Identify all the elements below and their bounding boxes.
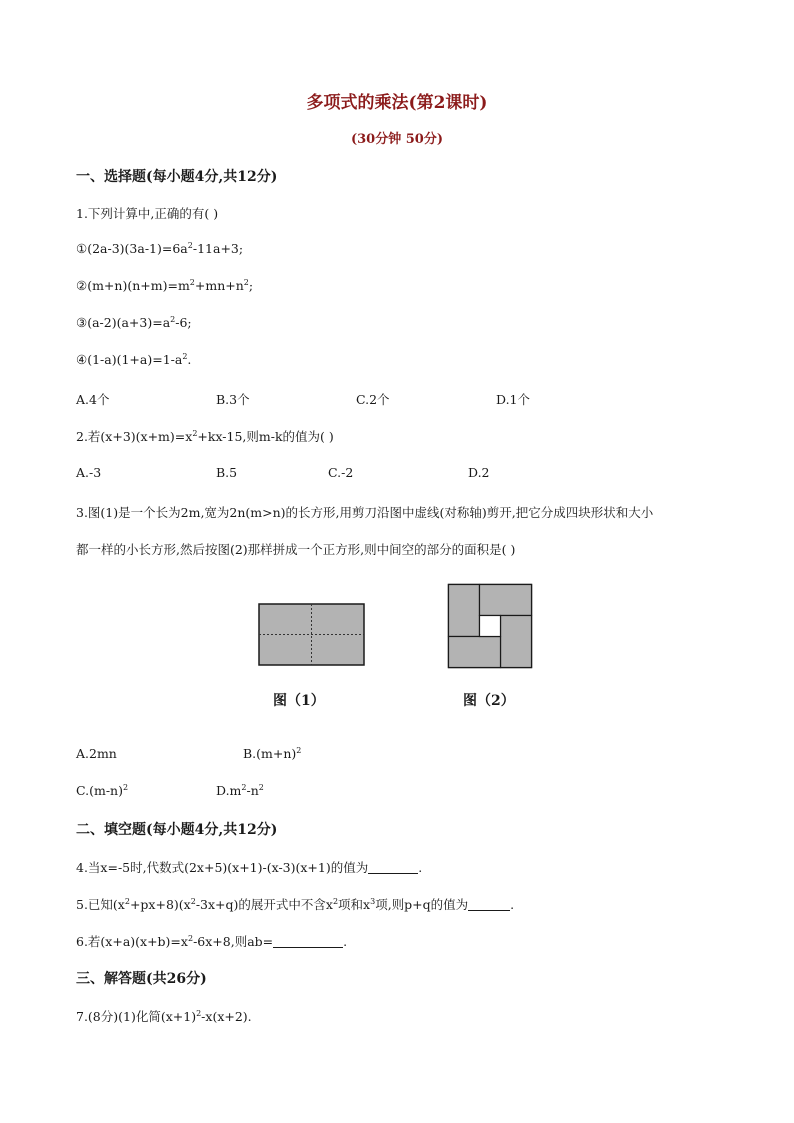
q4-stem: 4.当x=-5时,代数式(2x+5)(x+1)-(x-3)(x+1)的值为 . bbox=[76, 860, 423, 875]
q2-stem: 2.若$(x+3)(x+m)=x^2+kx-15$,则m-k的值为( ) bbox=[76, 429, 334, 444]
q3-stem-line-2: 都一样的小长方形,然后按图(2)那样拼成一个正方形,则中间空的部分的面积是( ) bbox=[76, 542, 516, 557]
q3-stem-line-1: 3.图(1)是一个长为2m,宽为2n(m>n)的长方形,用剪刀沿图中虚线(对称轴)剪开,把它分成四块形状和大小 bbox=[76, 505, 654, 520]
section-1-header: 一、选择题(每小题4分,共12分) bbox=[76, 169, 278, 185]
q2-option-a: A.-3 bbox=[76, 465, 102, 480]
q1-option-b: B.3个 bbox=[216, 392, 250, 407]
q1-item-1: $①(2a-3)(3a-1)=6a^2-11a+3$; bbox=[76, 241, 244, 256]
q1-stem: 1.下列计算中,正确的有( ) bbox=[76, 206, 219, 221]
q1-item-2: $②(m+n)(n+m)=m^2+mn+n^2$; bbox=[76, 278, 254, 293]
q1-item-3: $③(a-2)(a+3)=a^2-6$; bbox=[76, 315, 192, 330]
q2-option-b: B.5 bbox=[216, 465, 238, 480]
q2-option-d: D.2 bbox=[468, 465, 490, 480]
q3-option-b: $B.(m+n)^2$ bbox=[243, 746, 302, 761]
q6-stem: 6.若$(x+a)(x+b)=x^2-6x+8$,则ab= . bbox=[76, 934, 348, 949]
q1-item-4: $④(1-a)(1+a)=1-a^2$. bbox=[76, 352, 192, 367]
figure-1-label: 图（1） bbox=[273, 693, 325, 709]
q5-stem: 5.已知$(x^2+px+8)(x^2-3x+q)$的展开式中不含$x^2$项和$x^3$项,则p+q的值为 . bbox=[76, 897, 515, 912]
q3-option-d: $D.m^2-n^2$ bbox=[216, 783, 264, 798]
section-3-header: 三、解答题(共26分) bbox=[76, 971, 207, 987]
q1-option-d: D.1个 bbox=[496, 392, 531, 407]
q1-option-c: C.2个 bbox=[356, 392, 390, 407]
figure-2-label: 图（2） bbox=[463, 693, 515, 709]
q4-answer-blank[interactable] bbox=[368, 861, 418, 874]
page-subtitle: (30分钟 50分) bbox=[350, 132, 443, 147]
figure-1-rectangle bbox=[258, 600, 366, 668]
q3-option-a: A.2mn bbox=[76, 746, 117, 761]
page-title: 多项式的乘法(第2课时) bbox=[306, 93, 488, 113]
q7-stem: 7.(8分)(1)化简$(x+1)^2-x(x+2)$. bbox=[76, 1009, 252, 1024]
section-2-header: 二、填空题(每小题4分,共12分) bbox=[76, 822, 278, 838]
q3-option-c: $C.(m-n)^2$ bbox=[76, 783, 129, 798]
q6-answer-blank[interactable] bbox=[273, 935, 343, 948]
q5-answer-blank[interactable] bbox=[468, 898, 510, 911]
q1-option-a: A.4个 bbox=[76, 392, 110, 407]
figure-2-square bbox=[447, 583, 535, 671]
q2-option-c: C.-2 bbox=[328, 465, 354, 480]
